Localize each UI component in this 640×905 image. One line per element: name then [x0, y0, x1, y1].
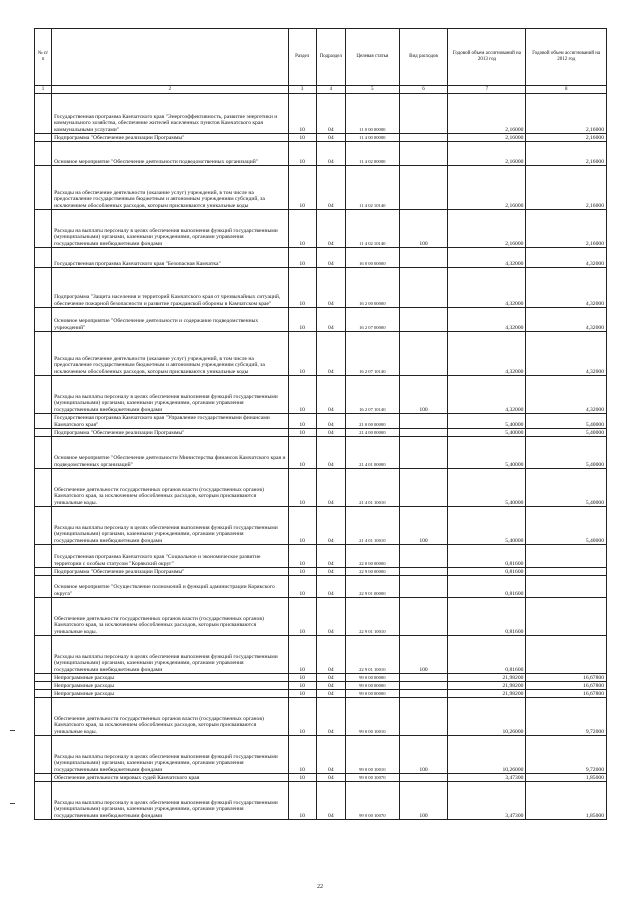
- name-cell: Основное мероприятие "Осуществление полномочий и функций администрации Корякского округа": [52, 576, 289, 598]
- table-row: [35, 134, 607, 142]
- vol2013-cell: 2,16000: [448, 210, 526, 248]
- target-code-cell: 16 2 07 10140: [345, 332, 399, 376]
- expense-type-cell: 100: [399, 210, 448, 248]
- subsection-cell: 04: [316, 94, 345, 134]
- expense-type-cell: [399, 166, 448, 210]
- name-cell: Основное мероприятие "Обеспечение деятельности подведомственных организаций": [52, 142, 289, 166]
- target-code-cell: 16 0 00 00000: [345, 248, 399, 268]
- num-cell: [35, 782, 52, 820]
- num-cell: [35, 134, 52, 142]
- subsection-cell: 04: [316, 429, 345, 437]
- name-cell: Обеспечение деятельности государственных органов власти (государственных органов) Камчатского края, за исключением обособленных расходов, которым присваиваются уникальные коды.: [52, 598, 289, 636]
- vol2013-cell: 4,32000: [448, 308, 526, 332]
- num-cell: [35, 545, 52, 568]
- section-cell: 10: [288, 166, 316, 210]
- vol2012-cell: [526, 545, 607, 568]
- expense-type-cell: 100: [399, 736, 448, 774]
- vol2013-cell: 2,16000: [448, 134, 526, 142]
- section-cell: 10: [288, 636, 316, 674]
- table-row: [35, 376, 607, 414]
- num-cell: [35, 94, 52, 134]
- target-code-cell: 21 0 00 00000: [345, 414, 399, 429]
- vol2012-cell: 1,85000: [526, 782, 607, 820]
- num-cell: [35, 268, 52, 308]
- table-row: [35, 507, 607, 545]
- header-section: Раздел: [288, 29, 316, 86]
- vol2013-cell: 21,98200: [448, 674, 526, 682]
- vol2012-cell: 5,40000: [526, 437, 607, 469]
- vol2013-cell: 4,32000: [448, 332, 526, 376]
- target-code-cell: 16 2 07 10140: [345, 376, 399, 414]
- header-expense-type: Вид расходов: [399, 29, 448, 86]
- vol2013-cell: 4,32000: [448, 376, 526, 414]
- target-code-cell: 99 0 00 10010: [345, 736, 399, 774]
- table-row: [35, 332, 607, 376]
- target-code-cell: 99 0 00 00000: [345, 690, 399, 698]
- name-cell: Основное мероприятие "Обеспечение деятельности Министерства финансов Камчатского края и подведомственных организаций": [52, 437, 289, 469]
- expense-type-cell: [399, 598, 448, 636]
- subsection-cell: 04: [316, 682, 345, 690]
- vol2013-cell: 4,32000: [448, 268, 526, 308]
- section-cell: 10: [288, 414, 316, 429]
- name-cell: Государственная программа Камчатского края "Социальное и экономическое развитие территории с особым статусом "Корякский округ": [52, 545, 289, 568]
- name-cell: Непрограммные расходы: [52, 674, 289, 682]
- num-cell: [35, 437, 52, 469]
- expense-type-cell: 100: [399, 507, 448, 545]
- section-cell: 10: [288, 782, 316, 820]
- vol2012-cell: 16,67800: [526, 682, 607, 690]
- subsection-cell: 04: [316, 698, 345, 736]
- vol2013-cell: 3,47300: [448, 782, 526, 820]
- name-cell: Расходы на выплаты персоналу в целях обеспечения выполнения функций государственными (муниципальными) органами, казенными учреждениями, органами управления государственными внебюджетными фондами: [52, 782, 289, 820]
- vol2013-cell: 2,16000: [448, 94, 526, 134]
- subsection-cell: 04: [316, 376, 345, 414]
- subsection-cell: 04: [316, 690, 345, 698]
- vol2012-cell: 4,32000: [526, 376, 607, 414]
- num-cell: [35, 690, 52, 698]
- col-number: 8: [526, 86, 607, 94]
- name-cell: Подпрограмма "Обеспечение реализации Программы": [52, 134, 289, 142]
- table-row: [35, 429, 607, 437]
- expense-type-cell: [399, 568, 448, 576]
- target-code-cell: 21 4 01 10010: [345, 507, 399, 545]
- section-cell: 10: [288, 682, 316, 690]
- vol2013-cell: 0,81600: [448, 568, 526, 576]
- vol2013-cell: 5,40000: [448, 507, 526, 545]
- subsection-cell: 04: [316, 774, 345, 782]
- name-cell: Расходы на обеспечение деятельности (оказание услуг) учреждений, в том числе на предоставление государственным бюджетным и автономным учреждениям субсидий, за исключением обособленных расходов, которым присваиваются уникальные коды: [52, 332, 289, 376]
- target-code-cell: 11 4 00 00000: [345, 134, 399, 142]
- target-code-cell: 11 0 00 00000: [345, 94, 399, 134]
- name-cell: Основное мероприятие "Обеспечение деятельности и содержание подведомственных учреждений": [52, 308, 289, 332]
- margin-mark: [10, 803, 15, 804]
- vol2013-cell: 4,32000: [448, 248, 526, 268]
- target-code-cell: 99 0 00 00000: [345, 682, 399, 690]
- target-code-cell: 22 0 00 00000: [345, 545, 399, 568]
- budget-table: [34, 28, 607, 820]
- table-row: [35, 636, 607, 674]
- table-row: [35, 414, 607, 429]
- name-cell: Расходы на выплаты персоналу в целях обеспечения выполнения функций государственными (муниципальными) органами, казенными учреждениями, органами управления государственными внебюджетными фондами: [52, 636, 289, 674]
- num-cell: [35, 376, 52, 414]
- section-cell: 10: [288, 429, 316, 437]
- vol2013-cell: 5,40000: [448, 469, 526, 507]
- num-cell: [35, 248, 52, 268]
- num-cell: [35, 332, 52, 376]
- vol2013-cell: 3,47300: [448, 774, 526, 782]
- target-code-cell: 22 9 00 00000: [345, 568, 399, 576]
- expense-type-cell: [399, 774, 448, 782]
- vol2013-cell: 21,98200: [448, 682, 526, 690]
- margin-mark: [10, 730, 15, 731]
- vol2013-cell: 0,81600: [448, 545, 526, 568]
- expense-type-cell: [399, 248, 448, 268]
- subsection-cell: 04: [316, 210, 345, 248]
- expense-type-cell: [399, 332, 448, 376]
- expense-type-cell: [399, 545, 448, 568]
- vol2012-cell: [526, 576, 607, 598]
- col-number: 7: [448, 86, 526, 94]
- table-row: [35, 308, 607, 332]
- expense-type-cell: [399, 437, 448, 469]
- expense-type-cell: [399, 94, 448, 134]
- table-row: [35, 682, 607, 690]
- vol2013-cell: 10,26000: [448, 736, 526, 774]
- subsection-cell: 04: [316, 268, 345, 308]
- vol2012-cell: 2,16000: [526, 166, 607, 210]
- table-row: [35, 674, 607, 682]
- name-cell: Государственная программа Камчатского края "Управление государственными финансами Камчатского края": [52, 414, 289, 429]
- vol2013-cell: 5,40000: [448, 437, 526, 469]
- table-row: [35, 437, 607, 469]
- num-cell: [35, 166, 52, 210]
- subsection-cell: 04: [316, 414, 345, 429]
- subsection-cell: 04: [316, 142, 345, 166]
- col-number: 6: [399, 86, 448, 94]
- num-cell: [35, 698, 52, 736]
- num-cell: [35, 429, 52, 437]
- vol2012-cell: 4,32000: [526, 332, 607, 376]
- col-number: 4: [316, 86, 345, 94]
- name-cell: Обеспечение деятельности мировых судей Камчатского края: [52, 774, 289, 782]
- vol2013-cell: 2,16000: [448, 166, 526, 210]
- expense-type-cell: 100: [399, 782, 448, 820]
- col-number: 2: [52, 86, 289, 94]
- target-code-cell: 99 0 00 00000: [345, 674, 399, 682]
- subsection-cell: 04: [316, 545, 345, 568]
- vol2012-cell: 9,72000: [526, 698, 607, 736]
- vol2012-cell: 4,32000: [526, 268, 607, 308]
- target-code-cell: 11 4 02 10140: [345, 210, 399, 248]
- vol2012-cell: 2,16000: [526, 134, 607, 142]
- table-row: [35, 94, 607, 134]
- section-cell: 10: [288, 690, 316, 698]
- section-cell: 10: [288, 674, 316, 682]
- vol2013-cell: 5,40000: [448, 414, 526, 429]
- section-cell: 10: [288, 576, 316, 598]
- vol2013-cell: 0,81600: [448, 576, 526, 598]
- col-number: 1: [35, 86, 52, 94]
- num-cell: [35, 682, 52, 690]
- header-subsection: Подраздел: [316, 29, 345, 86]
- name-cell: Обеспечение деятельности государственных органов власти (государственных органов) Камчатского края, за исключением обособленных расходов, которым присваиваются уникальные коды.: [52, 469, 289, 507]
- header-vol2012: Годовой объем ассигнований на 2012 год: [526, 29, 607, 86]
- num-cell: [35, 736, 52, 774]
- section-cell: 10: [288, 774, 316, 782]
- name-cell: Подпрограмма "Обеспечение реализации Программы": [52, 429, 289, 437]
- num-cell: [35, 414, 52, 429]
- num-cell: [35, 507, 52, 545]
- section-cell: 10: [288, 134, 316, 142]
- vol2012-cell: 5,40000: [526, 429, 607, 437]
- table-row: [35, 166, 607, 210]
- vol2012-cell: 16,67800: [526, 674, 607, 682]
- target-code-cell: 22 9 01 00000: [345, 576, 399, 598]
- num-cell: [35, 636, 52, 674]
- name-cell: Расходы на выплаты персоналу в целях обеспечения выполнения функций государственными (муниципальными) органами, казенными учреждениями, органами управления государственными внебюджетными фондами: [52, 736, 289, 774]
- table-row: [35, 690, 607, 698]
- expense-type-cell: [399, 469, 448, 507]
- vol2013-cell: 2,16000: [448, 142, 526, 166]
- num-cell: [35, 469, 52, 507]
- expense-type-cell: [399, 698, 448, 736]
- subsection-cell: 04: [316, 332, 345, 376]
- expense-type-cell: [399, 414, 448, 429]
- subsection-cell: 04: [316, 507, 345, 545]
- vol2012-cell: 5,40000: [526, 414, 607, 429]
- target-code-cell: 99 0 00 10070: [345, 782, 399, 820]
- name-cell: Расходы на обеспечение деятельности (оказание услуг) учреждений, в том числе на предоставление государственным бюджетным и автономным учреждениям субсидий, за исключением обособленных расходов, которым присваиваются уникальные коды: [52, 166, 289, 210]
- vol2012-cell: 2,16000: [526, 210, 607, 248]
- subsection-cell: 04: [316, 576, 345, 598]
- vol2012-cell: 5,40000: [526, 507, 607, 545]
- expense-type-cell: 100: [399, 636, 448, 674]
- name-cell: Расходы на выплаты персоналу в целях обеспечения выполнения функций государственными (муниципальными) органами, казенными учреждениями, органами управления государственными внебюджетными фондами: [52, 376, 289, 414]
- subsection-cell: 04: [316, 248, 345, 268]
- vol2013-cell: 0,81600: [448, 636, 526, 674]
- table-row: [35, 598, 607, 636]
- target-code-cell: 11 4 02 10140: [345, 166, 399, 210]
- section-cell: 10: [288, 698, 316, 736]
- vol2013-cell: 21,98200: [448, 690, 526, 698]
- name-cell: Подпрограмма "Обеспечение реализации Программы": [52, 568, 289, 576]
- num-cell: [35, 568, 52, 576]
- section-cell: 10: [288, 568, 316, 576]
- section-cell: 10: [288, 94, 316, 134]
- section-cell: 10: [288, 210, 316, 248]
- vol2012-cell: 1,85000: [526, 774, 607, 782]
- vol2012-cell: 9,72000: [526, 736, 607, 774]
- subsection-cell: 04: [316, 437, 345, 469]
- target-code-cell: 11 4 02 00000: [345, 142, 399, 166]
- num-cell: [35, 210, 52, 248]
- name-cell: Государственная программа Камчатского края "Безопасная Камчатка": [52, 248, 289, 268]
- name-cell: Расходы на выплаты персоналу в целях обеспечения выполнения функций государственными (муниципальными) органами, казенными учреждениями, органами управления государственными внебюджетными фондами: [52, 507, 289, 545]
- section-cell: 10: [288, 308, 316, 332]
- target-code-cell: 99 0 00 10010: [345, 698, 399, 736]
- target-code-cell: 16 2 07 00000: [345, 308, 399, 332]
- vol2012-cell: [526, 568, 607, 576]
- table-row: [35, 469, 607, 507]
- header-row: [35, 29, 607, 86]
- num-cell: [35, 576, 52, 598]
- name-cell: Подпрограмма "Защита населения и территорий Камчатского края от чрезвычайных ситуаций, обеспечение пожарной безопасности и развитие гражданской обороны в Камчатском крае": [52, 268, 289, 308]
- header-name: [52, 29, 289, 86]
- target-code-cell: 21 4 01 10010: [345, 469, 399, 507]
- col-number: 3: [288, 86, 316, 94]
- vol2013-cell: 0,81600: [448, 598, 526, 636]
- table-row: [35, 576, 607, 598]
- target-code-cell: 21 4 00 00000: [345, 429, 399, 437]
- expense-type-cell: [399, 308, 448, 332]
- column-number-row: [35, 86, 607, 94]
- vol2013-cell: 5,40000: [448, 429, 526, 437]
- subsection-cell: 04: [316, 308, 345, 332]
- table-row: [35, 774, 607, 782]
- vol2012-cell: 2,16000: [526, 94, 607, 134]
- expense-type-cell: 100: [399, 376, 448, 414]
- target-code-cell: 99 0 00 10070: [345, 774, 399, 782]
- table-row: [35, 210, 607, 248]
- vol2012-cell: 2,16000: [526, 142, 607, 166]
- name-cell: Государственная программа Камчатского края "Энергоэффективность, развитие энергетики и коммунального хозяйства, обеспечение жителей населенных пунктов Камчатского края коммунальными услугами": [52, 94, 289, 134]
- num-cell: [35, 774, 52, 782]
- expense-type-cell: [399, 134, 448, 142]
- vol2012-cell: 16,67800: [526, 690, 607, 698]
- target-code-cell: 21 4 01 00000: [345, 437, 399, 469]
- subsection-cell: 04: [316, 782, 345, 820]
- num-cell: [35, 142, 52, 166]
- table-row: [35, 142, 607, 166]
- section-cell: 10: [288, 469, 316, 507]
- table-row: [35, 568, 607, 576]
- num-cell: [35, 308, 52, 332]
- table-row: [35, 698, 607, 736]
- name-cell: Непрограммные расходы: [52, 690, 289, 698]
- page-number: 22: [317, 884, 323, 890]
- num-cell: [35, 674, 52, 682]
- section-cell: 10: [288, 507, 316, 545]
- col-number: 5: [345, 86, 399, 94]
- expense-type-cell: [399, 142, 448, 166]
- expense-type-cell: [399, 674, 448, 682]
- table-row: [35, 248, 607, 268]
- table-row: [35, 782, 607, 820]
- subsection-cell: 04: [316, 469, 345, 507]
- table-row: [35, 268, 607, 308]
- subsection-cell: 04: [316, 568, 345, 576]
- subsection-cell: 04: [316, 674, 345, 682]
- vol2012-cell: [526, 598, 607, 636]
- expense-type-cell: [399, 429, 448, 437]
- subsection-cell: 04: [316, 636, 345, 674]
- section-cell: 10: [288, 376, 316, 414]
- section-cell: 10: [288, 142, 316, 166]
- target-code-cell: 16 2 00 00000: [345, 268, 399, 308]
- subsection-cell: 04: [316, 166, 345, 210]
- vol2012-cell: [526, 636, 607, 674]
- section-cell: 10: [288, 545, 316, 568]
- vol2012-cell: 4,32000: [526, 248, 607, 268]
- target-code-cell: 22 9 01 10010: [345, 598, 399, 636]
- expense-type-cell: [399, 690, 448, 698]
- vol2012-cell: 4,32000: [526, 308, 607, 332]
- num-cell: [35, 598, 52, 636]
- expense-type-cell: [399, 268, 448, 308]
- subsection-cell: 04: [316, 598, 345, 636]
- section-cell: 10: [288, 736, 316, 774]
- target-code-cell: 22 9 01 10010: [345, 636, 399, 674]
- name-cell: Непрограммные расходы: [52, 682, 289, 690]
- subsection-cell: 04: [316, 736, 345, 774]
- vol2013-cell: 10,26000: [448, 698, 526, 736]
- expense-type-cell: [399, 682, 448, 690]
- table-row: [35, 736, 607, 774]
- name-cell: Расходы на выплаты персоналу в целях обеспечения выполнения функций государственными (муниципальными) органами, казенными учреждениями, органами управления государственными внебюджетными фондами: [52, 210, 289, 248]
- name-cell: Обеспечение деятельности государственных органов власти (государственных органов) Камчатского края, за исключением обособленных расходов, которым присваиваются уникальные коды.: [52, 698, 289, 736]
- section-cell: 10: [288, 248, 316, 268]
- section-cell: 10: [288, 332, 316, 376]
- header-target: Целевая статья: [345, 29, 399, 86]
- section-cell: 10: [288, 437, 316, 469]
- subsection-cell: 04: [316, 134, 345, 142]
- header-vol2013: Годовой объем ассигнований на 2013 год: [448, 29, 526, 86]
- table-row: [35, 545, 607, 568]
- section-cell: 10: [288, 598, 316, 636]
- section-cell: 10: [288, 268, 316, 308]
- vol2012-cell: 5,40000: [526, 469, 607, 507]
- expense-type-cell: [399, 576, 448, 598]
- header-num: № п/п: [35, 29, 52, 86]
- table-body: [35, 94, 607, 820]
